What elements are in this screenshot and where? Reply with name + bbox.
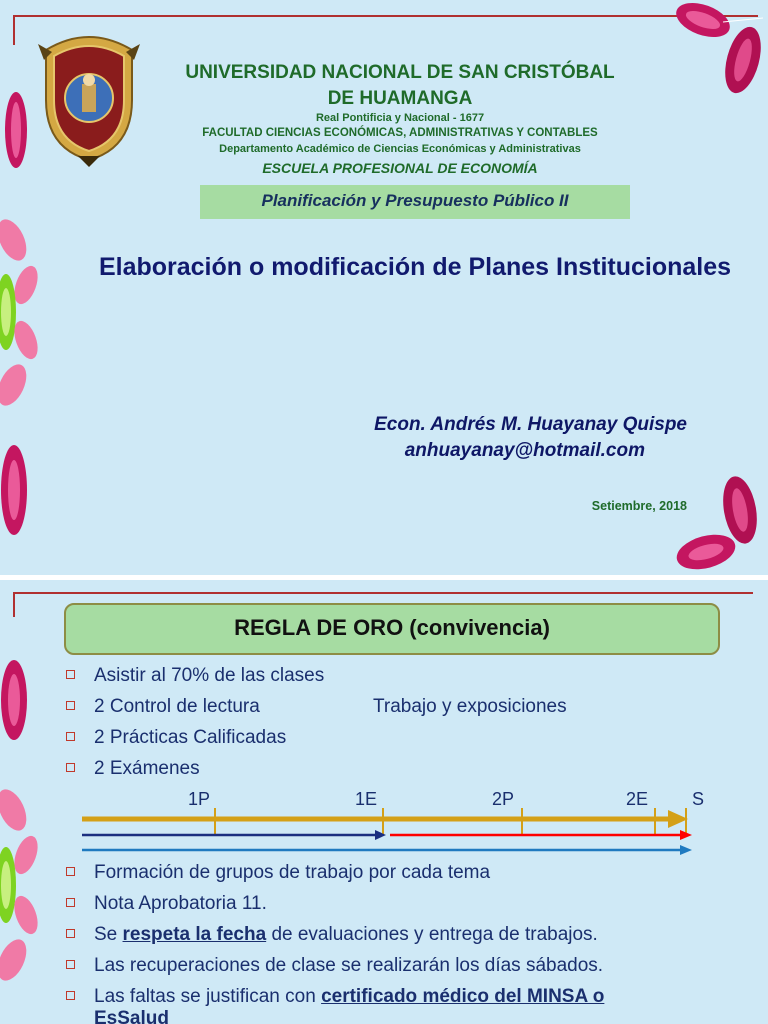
school-name: ESCUELA PROFESIONAL DE ECONOMÍA (262, 160, 538, 176)
timeline-segment-arrowhead-icon (375, 830, 386, 840)
top-border-line (13, 592, 753, 594)
bullet-square-icon (66, 670, 75, 679)
bullet-square-icon (66, 991, 75, 1000)
presentation-date: Setiembre, 2018 (591, 499, 687, 513)
slide-rules: REGLA DE ORO (convivencia) Asistir al 70% de las clases 2 Control de lectura Trabajo y exposiciones 2 Prácticas Calificadas 2 Exámenes 1P 1E 2P 2E S Formación de grupos de trabajo por cada tema Nota Aprobatoria 11. Se respeta la fecha de evaluaciones y entrega de trabajos. Las recuperaciones de clase se realizarán los días sábados. Las faltas se justifican con certificado médico del MINSA o EsSalud (0, 580, 768, 1024)
department-name: Departamento Académico de Ciencias Económicas y Administrativas (219, 143, 581, 155)
timeline-label-1p: 1P (188, 789, 211, 809)
university-name-line2: DE HUAMANGA (327, 88, 473, 109)
faculty-name: FACULTAD CIENCIAS ECONÓMICAS, ADMINISTRATIVAS Y CONTABLES (202, 127, 598, 139)
bullet-square-icon (66, 732, 75, 741)
bullet-square-icon (66, 929, 75, 938)
timeline-segment-arrowhead-icon (680, 845, 692, 855)
university-subtitle: Real Pontificia y Nacional - 1677 (315, 112, 485, 124)
university-name: UNIVERSIDAD NACIONAL DE SAN CRISTÓBAL (185, 62, 615, 83)
left-border-tick (13, 592, 15, 617)
bullet-square-icon (66, 898, 75, 907)
bullet-square-icon (66, 867, 75, 876)
timeline-diagram (0, 805, 768, 860)
list-item-extra: Trabajo y exposiciones (373, 696, 567, 717)
flower-decoration-bottom-right (668, 470, 768, 575)
bullet-square-icon (66, 701, 75, 710)
bullet-square-icon (66, 960, 75, 969)
author-email: anhuayanay@hotmail.com (404, 440, 645, 461)
timeline-label-1e: 1E (355, 789, 378, 809)
timeline-label-2e: 2E (626, 789, 649, 809)
respect-date-emphasis: respeta la fecha (122, 924, 267, 945)
course-name: Planificación y Presupuesto Público II (261, 191, 569, 210)
bullet-square-icon (66, 763, 75, 772)
presentation-title: Elaboración o modificación de Planes Institucionales (98, 253, 732, 281)
timeline-label-2p: 2P (492, 789, 515, 809)
top-border-line (13, 15, 758, 17)
author-name: Econ. Andrés M. Huayanay Quispe (374, 414, 687, 435)
left-border-tick (13, 15, 15, 45)
rule-title: REGLA DE ORO (convivencia) (234, 615, 550, 640)
timeline-label-s: S (692, 789, 705, 809)
medical-certificate-emphasis: certificado médico del MINSA o (321, 986, 605, 1007)
